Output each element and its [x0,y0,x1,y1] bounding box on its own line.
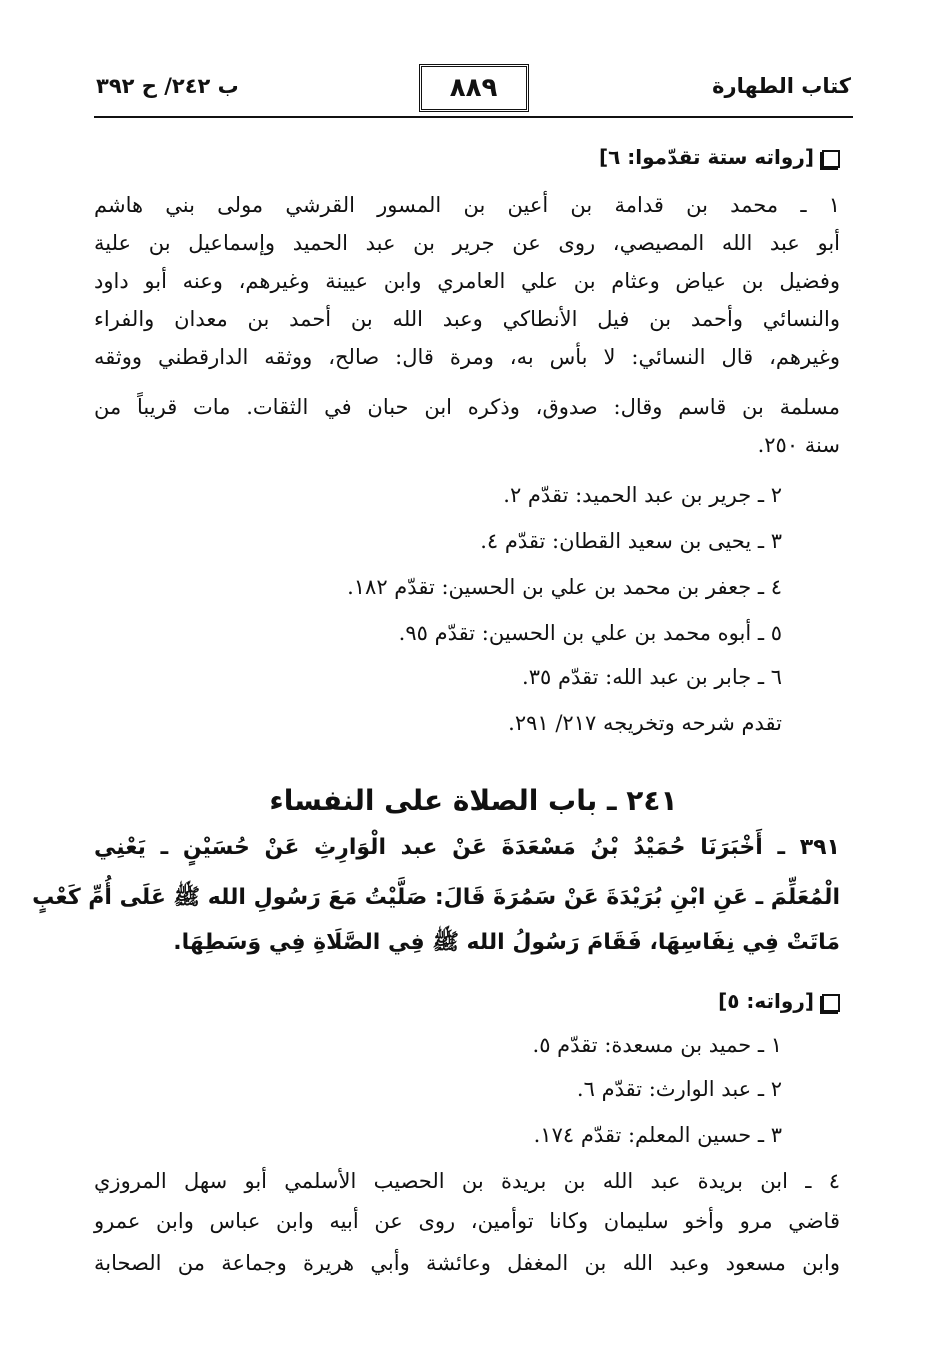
paragraph-line: ٤ ـ ابن بريدة عبد الله بن بريدة بن الحصيب الأسلمي أبو سهل المروزي [94,1169,840,1193]
paragraph-line: ١ ـ محمد بن قدامة بن أعين بن المسور القرشي مولى بني هاشم [94,193,840,217]
narrator-item: ٦ ـ جابر بن عبد الله: تقدّم ٣٥. [522,665,782,689]
narrator-item: ٢ ـ عبد الوارث: تقدّم ٦. [576,1077,782,1101]
narrator-item: ٣ ـ يحيى بن سعيد القطان: تقدّم ٤. [480,529,782,553]
page-header [94,62,853,114]
section-heading-narrators-2: [رواته: ٥] [718,986,840,1016]
checkbox-square-icon [822,994,840,1012]
hadith-line: الْمُعَلِّمَ ـ عَنِ ابْنِ بُرَيْدَةَ عَنْ سَمُرَةَ قَالَ: صَلَّيْتُ مَعَ رَسُولِ الله ﷺ عَلَى أُمِّ كَعْبٍ [32,885,840,910]
paragraph-line: وغيرهم، قال النسائي: لا بأس به، ومرة قال: صالح، ووثقه الدارقطني ووثقه [94,345,840,369]
paragraph-line: قاضي مرو وأخو سليمان وكانا توأمين، روى عن أبيه وابن عباس وابن عمرو [94,1209,840,1233]
hadith-line: ٣٩١ ـ أَخْبَرَنَا حُمَيْدُ بْنُ مَسْعَدَةَ عَنْ عبد الْوَارِثِ عَنْ حُسَيْنٍ ـ يَعْنِي [94,835,840,860]
narrator-item: ٥ ـ أبوه محمد بن علي بن الحسين: تقدّم ٩٥. [398,621,782,645]
header-rule [94,116,853,118]
hadith-line: مَاتَتْ فِي نِفَاسِهَا، فَقَامَ رَسُولُ الله ﷺ فِي الصَّلَاةِ فِي وَسَطِهَا. [173,930,840,955]
narrator-item: ٣ ـ حسين المعلم: تقدّم ١٧٤. [533,1123,782,1147]
section-heading-narrators-1: [رواته ستة تقدّموا: ٦] [599,142,840,172]
paragraph-line: وفضيل بن عياض وعثام بن علي العامري وابن عيينة وغيرهم، وعنه أبو داود [94,269,840,293]
book-title: كتاب الطهارة [712,74,851,98]
checkbox-square-icon [822,150,840,168]
paragraph-line: سنة ٢٥٠. [757,433,840,457]
narrator-item: ٤ ـ جعفر بن محمد بن علي بن الحسين: تقدّم ١٨٢. [347,575,782,599]
paragraph-line: أبو عبد الله المصيصي، روى عن جرير بن عبد الحميد وإسماعيل بن علية [94,231,840,255]
paragraph-line: والنسائي وأحمد بن فيل الأنطاكي وعبد الله بن أحمد بن معدان والفراء [94,307,840,331]
paragraph-line: مسلمة بن قاسم وقال: صدوق، وذكره ابن حبان في الثقات. مات قريباً من [94,395,840,419]
narrator-item: ٢ ـ جرير بن عبد الحميد: تقدّم ٢. [503,483,782,507]
narrator-item: ١ ـ حميد بن مسعدة: تقدّم ٥. [532,1033,782,1057]
chapter-title: ٢٤١ ـ باب الصلاة على النفساء [269,784,678,817]
chapter-hadith-ref: ب ٢٤٢/ ح ٣٩٢ [96,74,239,98]
page-number: ٨٨٩ [419,64,529,112]
reference-note: تقدم شرحه وتخريجه ٢١٧/ ٢٩١. [508,711,782,735]
paragraph-line: وابن مسعود وعبد الله بن المغفل وعائشة وأبي هريرة وجماعة من الصحابة [94,1251,840,1275]
